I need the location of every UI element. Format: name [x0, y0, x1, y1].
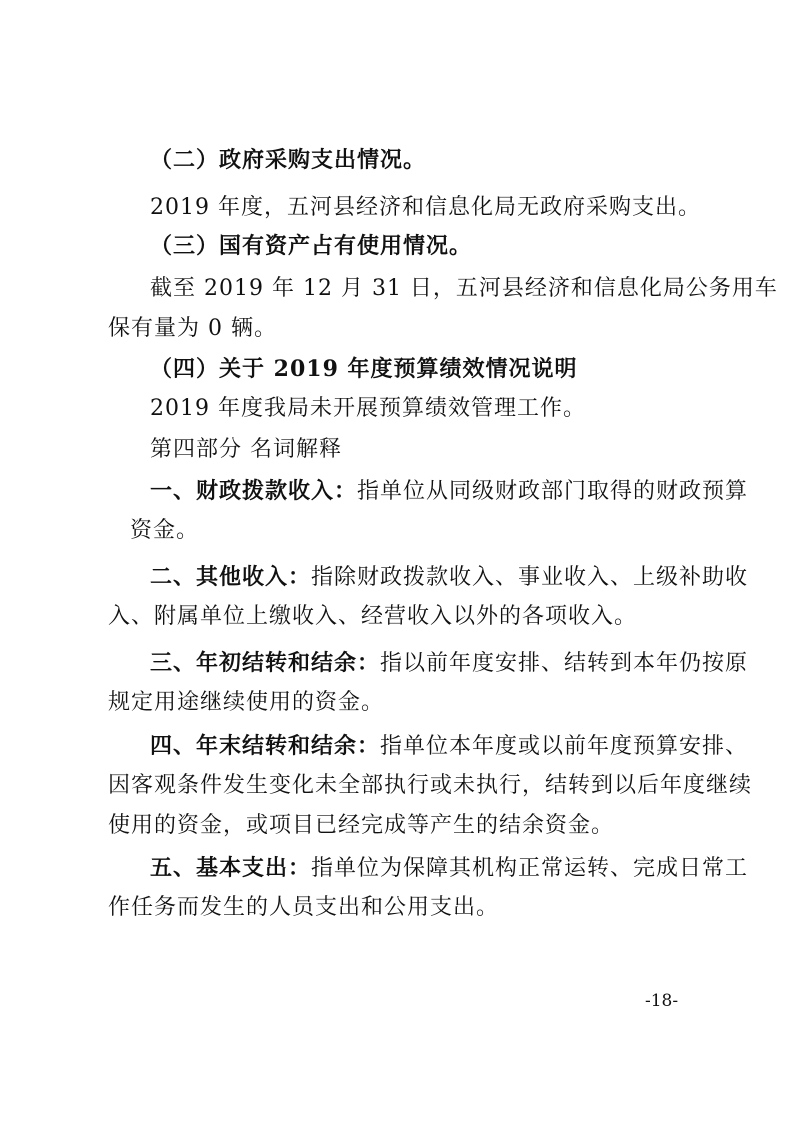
term-name: 二、其他收入： [150, 564, 312, 590]
term-name: 四、年末结转和结余： [150, 733, 381, 759]
term-line: 因客观条件发生变化未全部执行或未执行，结转到以后年度继续 [108, 773, 753, 798]
term-line [150, 476, 748, 507]
performance-heading: （四）关于 2019 年度预算绩效情况说明 [150, 356, 578, 382]
term-line: 资金。 [130, 518, 200, 543]
term-definition: 指单位从同级财政部门取得的财政预算 [357, 479, 749, 504]
term-line: 入、附属单位上缴收入、经营收入以外的各项收入。 [108, 604, 638, 629]
term-name: 一、财政拨款收入： [150, 478, 358, 504]
term-definition: 指单位为保障其机构正常运转、完成日常工 [311, 856, 749, 881]
assets-text-line-1: 截至 2019 年 12 月 31 日，五河县经济和信息化局公务用车 [150, 276, 778, 301]
term-line [150, 648, 748, 679]
term-line: 作任务而发生的人员支出和公用支出。 [108, 895, 500, 920]
term-line: 规定用途继续使用的资金。 [108, 690, 385, 715]
term-definition: 指单位本年度或以前年度预算安排、 [380, 734, 749, 759]
term-line [150, 731, 748, 762]
assets-text-line-2: 保有量为 0 辆。 [108, 316, 277, 341]
term-definition: 指除财政拨款收入、事业收入、上级补助收 [311, 565, 749, 590]
procurement-heading: （二）政府采购支出情况。 [150, 147, 427, 173]
term-line [150, 853, 748, 884]
term-definition: 指以前年度安排、结转到本年仍按原 [380, 651, 749, 676]
term-name: 五、基本支出： [150, 855, 312, 881]
page-number: -18- [645, 991, 679, 1011]
term-line [150, 562, 748, 593]
term-line: 使用的资金，或项目已经完成等产生的结余资金。 [108, 813, 615, 838]
assets-heading: （三）国有资产占有使用情况。 [150, 233, 473, 259]
part-four-title: 第四部分 名词解释 [150, 437, 342, 462]
procurement-text: 2019 年度，五河县经济和信息化局无政府采购支出。 [150, 195, 701, 220]
term-name: 三、年初结转和结余： [150, 650, 381, 676]
performance-text: 2019 年度我局未开展预算绩效管理工作。 [150, 396, 586, 421]
